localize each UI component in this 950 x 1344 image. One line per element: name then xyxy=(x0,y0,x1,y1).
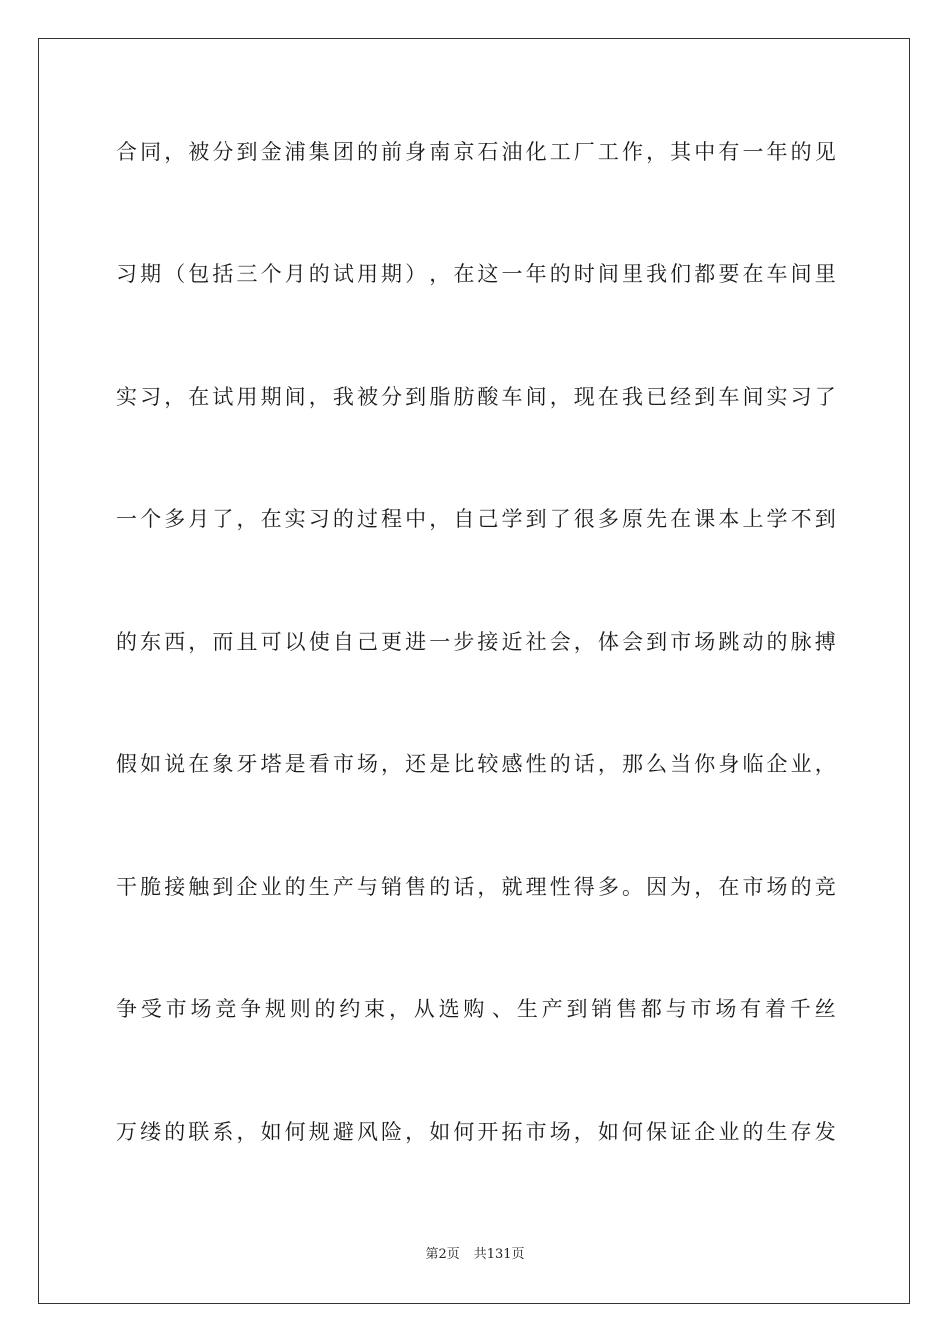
text-line-8: 争 受 市 场 竞 争 规 则 的 约 束 ， 从 选 购 、 生 产 到 销 售 都 与 市 场 有 着 千 丝 xyxy=(116,997,836,1021)
page-border xyxy=(38,38,910,1304)
text-line-1: 合 同 ， 被 分 到 金 浦 集 团 的 前 身 南 京 石 油 化 工 厂 工 作 ， 其 中 有 一 年 的 见 xyxy=(116,140,836,164)
text-line-3: 实 习 ， 在 试 用 期 间 ， 我 被 分 到 脂 肪 酸 车 间 ， 现 在 我 已 经 到 车 间 实 习 了 xyxy=(116,385,836,409)
text-line-5: 的 东 西 ， 而 且 可 以 使 自 己 更 进 一 步 接 近 社 会 ， 体 会 到 市 场 跳 动 的 脉 搏 xyxy=(116,630,836,654)
text-line-4: 一 个 多 月 了 ， 在 实 习 的 过 程 中 ， 自 己 学 到 了 很 多 原 先 在 课 本 上 学 不 到 xyxy=(116,507,836,531)
page-total: 共131页 xyxy=(473,1247,525,1262)
text-line-6: 假 如 说 在 象 牙 塔 是 看 市 场 ， 还 是 比 较 感 性 的 话 ， 那 么 当 你 身 临 企 业 ， xyxy=(116,752,836,776)
text-line-2: 习 期 （ 包 括 三 个 月 的 试 用 期 ） ， 在 这 一 年 的 时 间 里 我 们 都 要 在 车 间 里 xyxy=(116,262,836,286)
text-line-7: 干 脆 接 触 到 企 业 的 生 产 与 销 售 的 话 ， 就 理 性 得 多 。 因 为 ， 在 市 场 的 竞 xyxy=(116,875,836,899)
text-line-9: 万 缕 的 联 系 ， 如 何 规 避 风 险 ， 如 何 开 拓 市 场 ， 如 何 保 证 企 业 的 生 存 发 xyxy=(116,1120,836,1144)
page-number: 第2页 xyxy=(425,1247,460,1262)
page-footer xyxy=(0,1246,950,1264)
